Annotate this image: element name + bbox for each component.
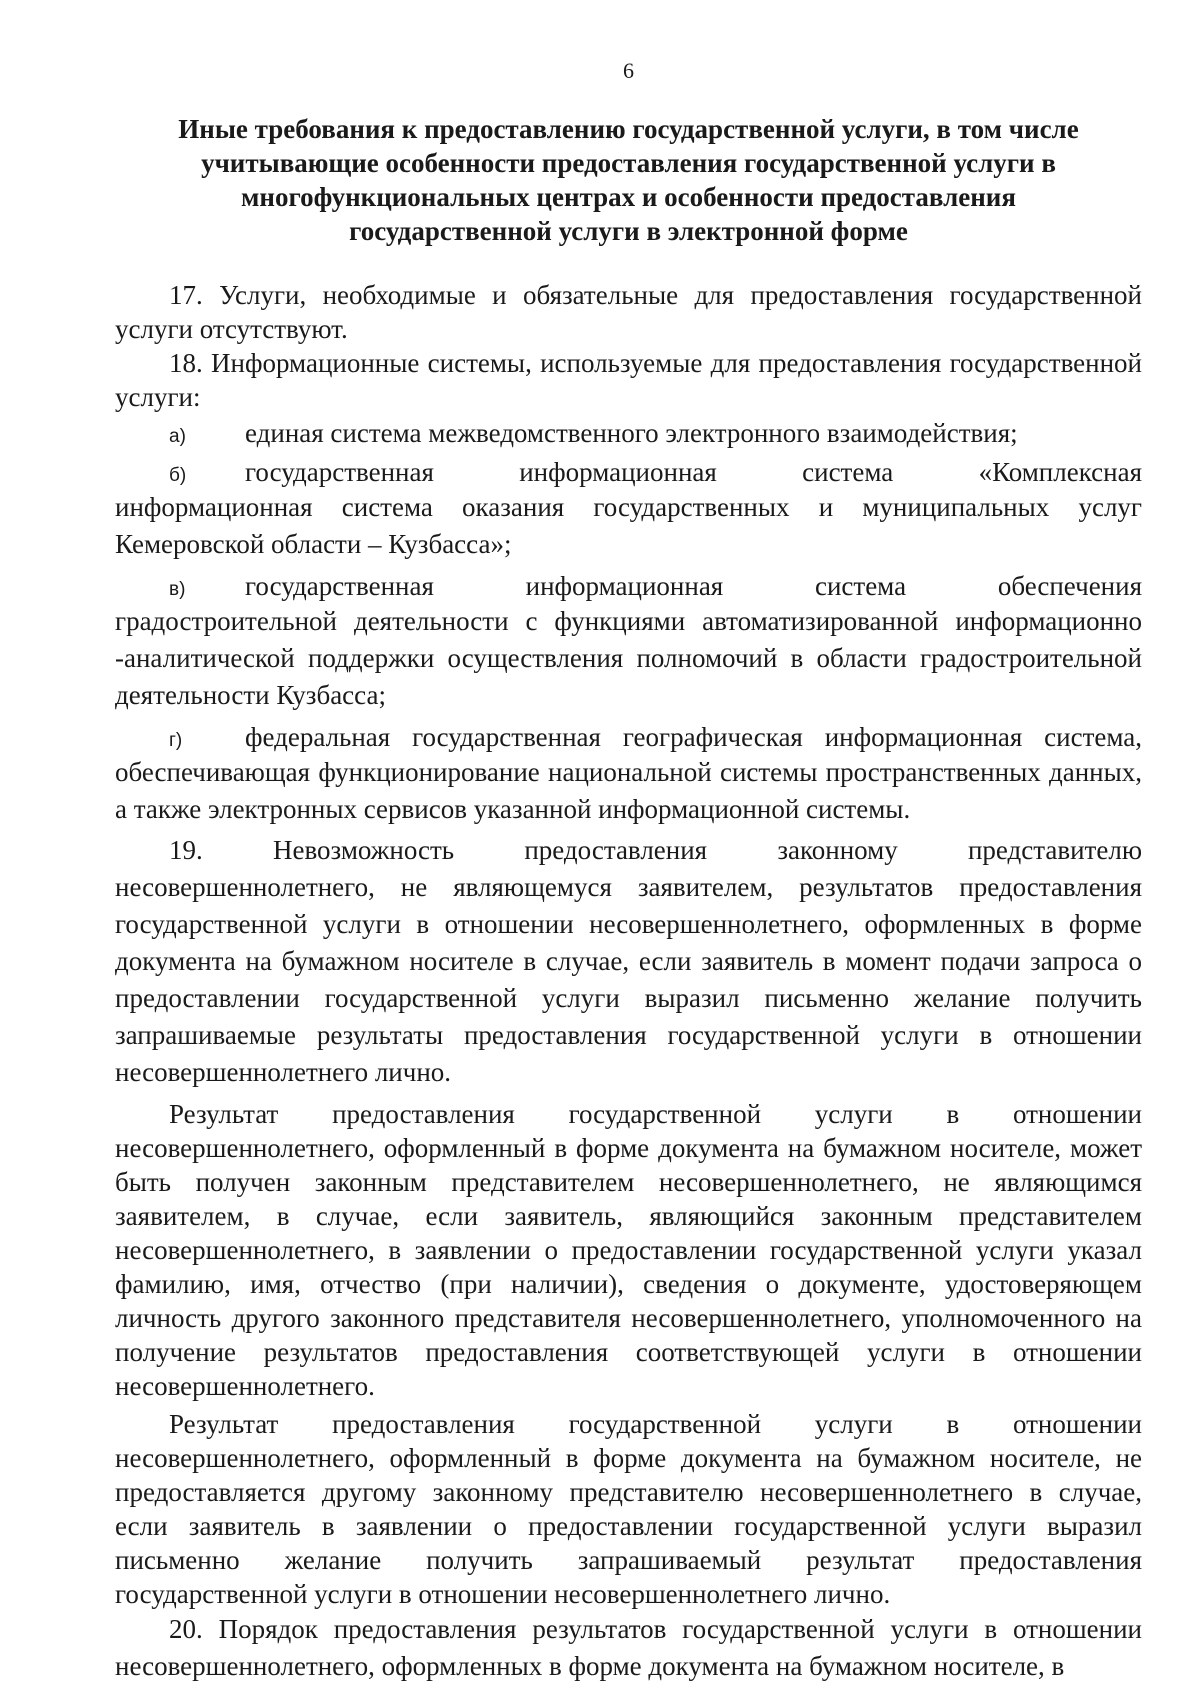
- section-heading: [115, 112, 1142, 248]
- list-item-continuation: информационная система оказания государственных и муниципальных услуг Кемеровской области – Кузбасса»;: [115, 492, 1142, 559]
- paragraph-19-result-b: Результат предоставления государственной услуги в отношении несовершеннолетнего, оформленный в форме документа на бумажном носителе, не предоставляется другому законному представителю несовершеннолетнего в случае, если заявитель в заявлении о предоставлении государственной услуги выразил письменно желание получить запрашиваемый результат предоставления государственной услуги в отношении несовершеннолетнего лично.: [115, 1409, 1142, 1609]
- list-item-text: единая система межведомственного электронного взаимодействия;: [245, 418, 1018, 448]
- list-marker: б): [169, 465, 187, 486]
- heading-line: государственной услуги в электронной форме: [349, 216, 908, 246]
- list-item-text: государственная информационная система обеспечения: [245, 571, 1142, 601]
- document-body: [115, 278, 1142, 1685]
- list-item-text: государственная информационная система «Комплексная: [245, 457, 1142, 487]
- paragraph-19-result-a: Результат предоставления государственной услуги в отношении несовершеннолетнего, оформленный в форме документа на бумажном носителе, может быть получен законным представителем несовершеннолетнего, не являющимся заявителем, в случае, если заявитель, являющийся законным представителем несовершеннолетнего, в заявлении о предоставлении государственной услуги указал фамилию, имя, отчество (при наличии), сведения о документе, удостоверяющем личность другого законного представителя несовершеннолетнего, уполномоченного на получение результатов предоставления соответствующей услуги в отношении несовершеннолетнего.: [115, 1099, 1142, 1401]
- list-item: [115, 418, 1142, 449]
- list-item-text: федеральная государственная географическая информационная система,: [245, 722, 1142, 752]
- paragraph-20: 20. Порядок предоставления результатов государственной услуги в отношении несовершеннолетнего, оформленных в форме документа на бумажном носителе, в: [115, 1614, 1142, 1681]
- list-marker: г): [169, 730, 183, 751]
- list-item-continuation: градостроительной деятельности с функциями автоматизированной информационно -аналитической поддержки осуществления полномочий в области градостроительной деятельности Кузбасса;: [115, 606, 1142, 710]
- heading-line: Иные требования к предоставлению государственной услуги, в том числе: [178, 114, 1079, 144]
- paragraph-17: 17. Услуги, необходимые и обязательные для предоставления государственной услуги отсутствуют.: [115, 280, 1142, 344]
- page-number: 6: [623, 58, 634, 83]
- list-item: [115, 569, 1142, 714]
- list-marker: а): [169, 426, 186, 447]
- list-item-continuation: обеспечивающая функционирование национальной системы пространственных данных, а также электронных сервисов указанной информационной системы.: [115, 757, 1142, 824]
- heading-line: многофункциональных центрах и особенности предоставления: [241, 182, 1016, 212]
- heading-line: учитывающие особенности предоставления государственной услуги в: [201, 148, 1056, 178]
- list-item: [115, 720, 1142, 828]
- paragraph-18: 18. Информационные системы, используемые для предоставления государственной услуги:: [115, 348, 1142, 412]
- paragraph-19: 19. Невозможность предоставления законному представителю несовершеннолетнего, не являющемуся заявителем, результатов предоставления государственной услуги в отношении несовершеннолетнего, оформленных в форме документа на бумажном носителе в случае, если заявитель в момент подачи запроса о предоставлении государственной услуги выразил письменно желание получить запрашиваемые результаты предоставления государственной услуги в отношении несовершеннолетнего лично.: [115, 835, 1142, 1087]
- list-marker: в): [169, 579, 186, 600]
- list-item: [115, 455, 1142, 563]
